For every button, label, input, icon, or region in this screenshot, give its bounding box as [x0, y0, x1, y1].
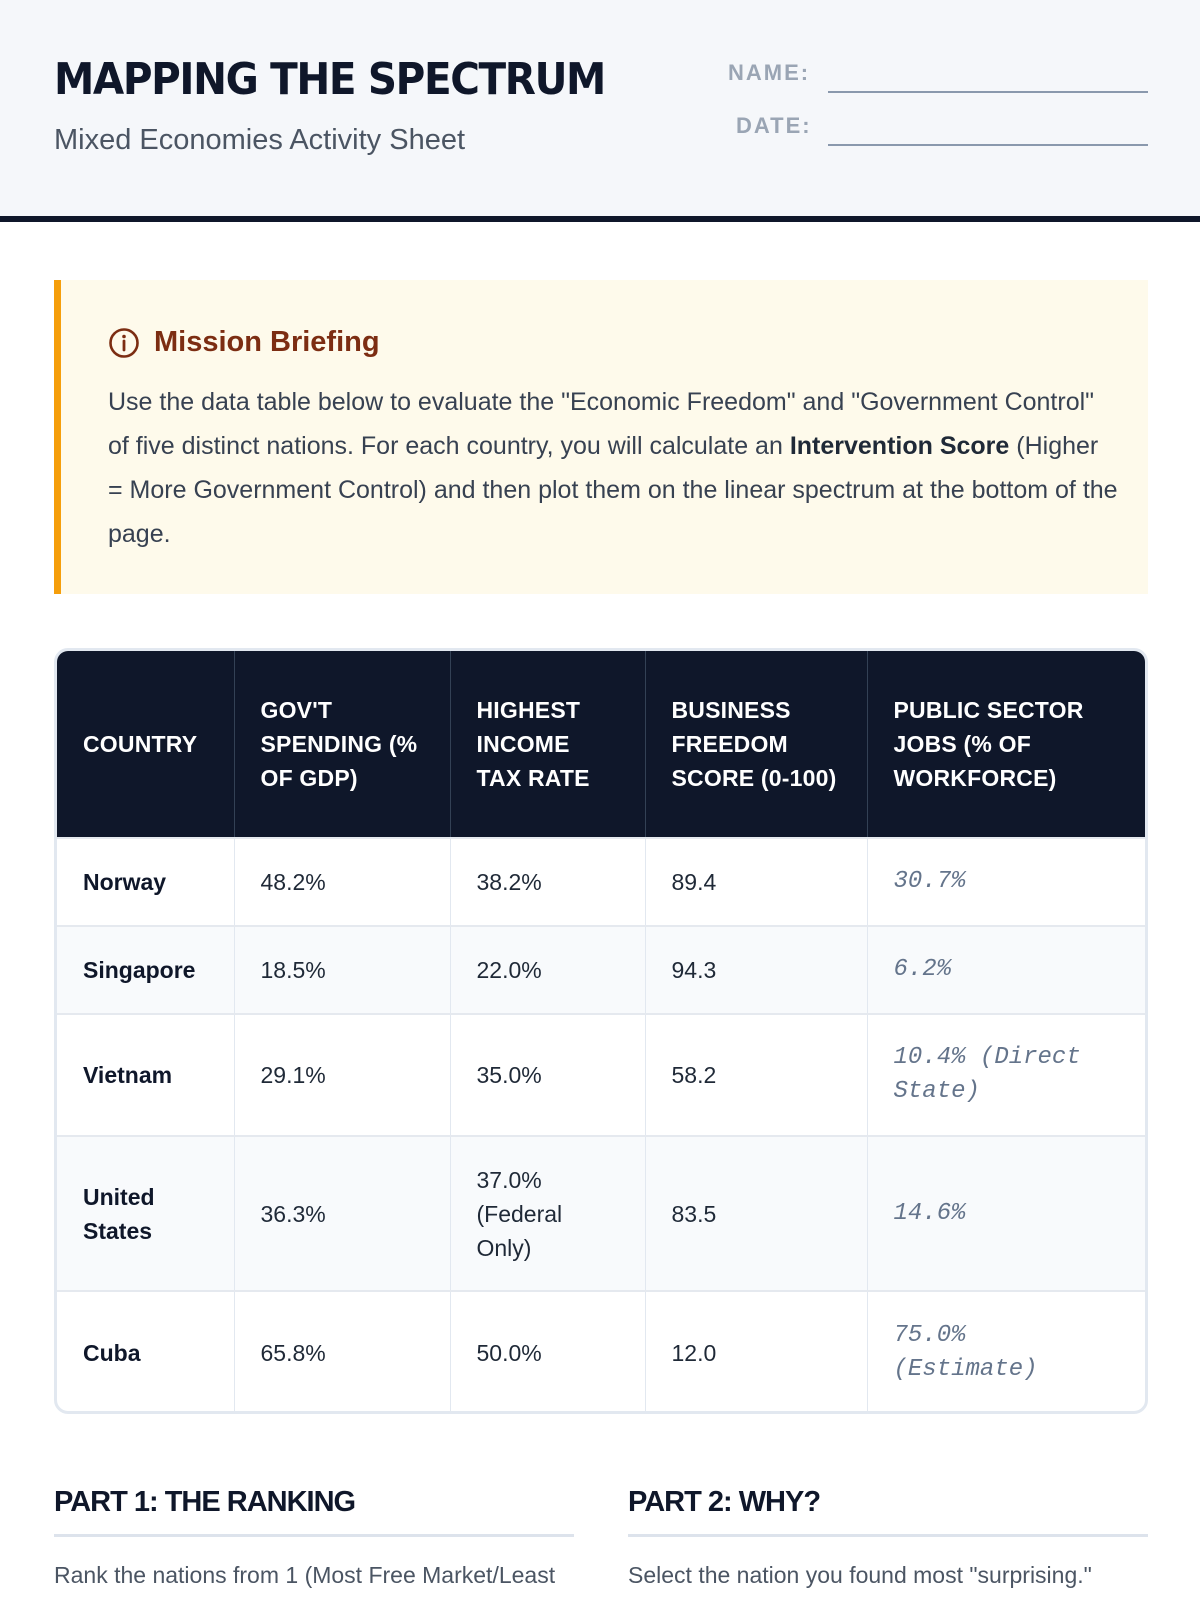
country-cell: Norway	[57, 838, 234, 926]
table-row	[57, 926, 1145, 1014]
part2-divider	[628, 1534, 1148, 1537]
tax-cell: 50.0%	[450, 1291, 645, 1413]
freedom-cell: 58.2	[645, 1014, 867, 1136]
briefing-text-part1: Use the data table below to evaluate the "Economic Freedom" and "Government Control" of five distinct nations. For each country, you will calculate an	[108, 388, 1095, 460]
mission-briefing	[54, 280, 1148, 594]
briefing-heading	[108, 326, 380, 359]
briefing-title: Mission Briefing	[154, 326, 380, 358]
jobs-cell: 14.6%	[867, 1136, 1145, 1291]
date-label: DATE:	[736, 113, 812, 138]
column-header: COUNTRY	[57, 651, 234, 838]
freedom-cell: 12.0	[645, 1291, 867, 1413]
country-cell: Vietnam	[57, 1014, 234, 1136]
date-field[interactable]	[828, 144, 1148, 146]
part1-instructions: Rank the nations from 1 (Most Free Market/Least	[54, 1562, 556, 1588]
country-cell: United States	[57, 1136, 234, 1291]
table-row	[57, 838, 1145, 926]
tax-cell: 38.2%	[450, 838, 645, 926]
page-subtitle: Mixed Economies Activity Sheet	[54, 124, 466, 156]
column-header: PUBLIC SECTOR JOBS (% OF WORKFORCE)	[867, 651, 1145, 838]
economy-data-table	[54, 648, 1148, 1414]
briefing-text-part2: (Higher = More Government Control) and then plot them on the linear spectrum at the bottom of the page.	[108, 432, 1118, 548]
jobs-cell: 30.7%	[867, 838, 1145, 926]
page-title: MAPPING THE SPECTRUM	[54, 54, 605, 105]
part2-title: PART 2: WHY?	[628, 1486, 821, 1518]
spending-cell: 48.2%	[234, 838, 450, 926]
country-cell: Cuba	[57, 1291, 234, 1413]
table-row	[57, 1291, 1145, 1413]
spending-cell: 36.3%	[234, 1136, 450, 1291]
table-row	[57, 1136, 1145, 1291]
column-header: BUSINESS FREEDOM SCORE (0-100)	[645, 651, 867, 838]
spending-cell: 29.1%	[234, 1014, 450, 1136]
part1-title: PART 1: THE RANKING	[54, 1486, 356, 1518]
part2-instructions: Select the nation you found most "surprising."	[628, 1562, 1092, 1588]
column-header: GOV'T SPENDING (% OF GDP)	[234, 651, 450, 838]
briefing-text-bold: Intervention Score	[789, 432, 1010, 460]
name-field[interactable]	[828, 91, 1148, 93]
freedom-cell: 83.5	[645, 1136, 867, 1291]
part1-divider	[54, 1534, 574, 1537]
freedom-cell: 89.4	[645, 838, 867, 926]
tax-cell: 35.0%	[450, 1014, 645, 1136]
spending-cell: 18.5%	[234, 926, 450, 1014]
jobs-cell: 75.0% (Estimate)	[867, 1291, 1145, 1413]
freedom-cell: 94.3	[645, 926, 867, 1014]
name-label: NAME:	[728, 60, 811, 85]
country-cell: Singapore	[57, 926, 234, 1014]
column-header: HIGHEST INCOME TAX RATE	[450, 651, 645, 838]
briefing-text	[108, 380, 1118, 556]
jobs-cell: 6.2%	[867, 926, 1145, 1014]
info-icon	[108, 327, 140, 359]
page-header	[0, 0, 1200, 222]
jobs-cell: 10.4% (Direct State)	[867, 1014, 1145, 1136]
table-row	[57, 1014, 1145, 1136]
spending-cell: 65.8%	[234, 1291, 450, 1413]
tax-cell: 22.0%	[450, 926, 645, 1014]
table-header-row	[57, 651, 1145, 838]
tax-cell: 37.0% (Federal Only)	[450, 1136, 645, 1291]
